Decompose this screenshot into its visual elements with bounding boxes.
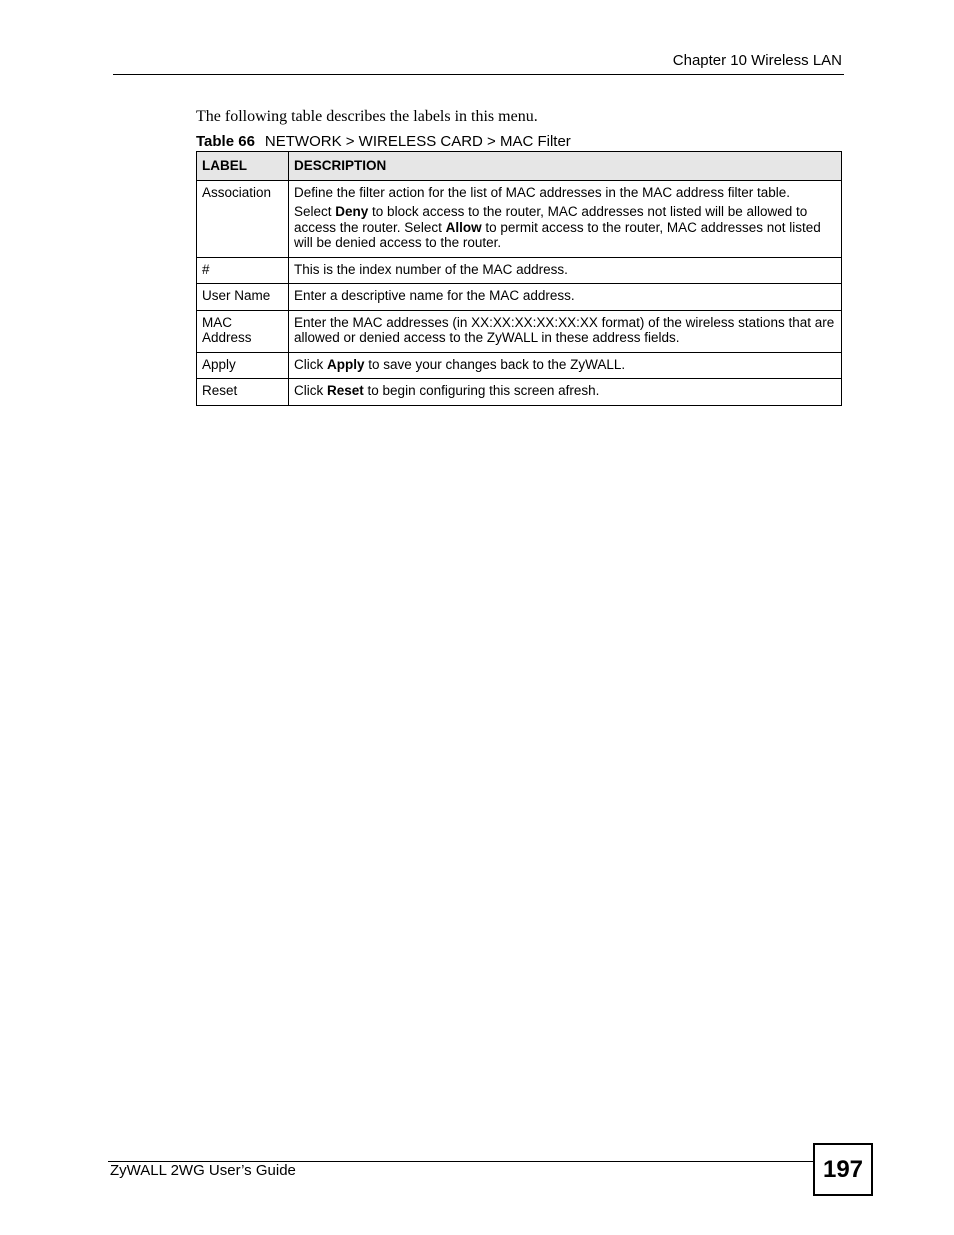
row-label: Apply bbox=[197, 352, 289, 379]
text-span: to block access to the router, MAC addresses not listed will be allowed to access the router. Select bbox=[294, 204, 808, 235]
header-rule bbox=[113, 74, 844, 75]
bold-term: Reset bbox=[327, 383, 364, 398]
text-span: Click bbox=[294, 356, 327, 372]
table-row bbox=[197, 310, 842, 352]
row-description: Enter a descriptive name for the MAC address. bbox=[289, 284, 842, 311]
row-label: MAC Address bbox=[197, 310, 289, 352]
description-column-header: DESCRIPTION bbox=[289, 152, 842, 181]
intro-text: The following table describes the labels in this menu. bbox=[196, 108, 538, 125]
table-row bbox=[197, 257, 842, 284]
row-label: User Name bbox=[197, 284, 289, 311]
table-number: Table 66 bbox=[196, 133, 255, 150]
text-span: Click bbox=[294, 383, 327, 398]
table-row bbox=[197, 180, 842, 257]
row-description bbox=[289, 352, 842, 379]
table-title: NETWORK > WIRELESS CARD > MAC Filter bbox=[264, 133, 571, 150]
table-row bbox=[197, 352, 842, 379]
text-span: Select bbox=[294, 204, 336, 219]
row-description: This is the index number of the MAC address. bbox=[289, 257, 842, 284]
page-number: 197 bbox=[813, 1143, 873, 1196]
text-span: to save your changes back to the ZyWALL. bbox=[364, 356, 626, 372]
table-row bbox=[197, 379, 842, 406]
row-label: Reset bbox=[197, 379, 289, 406]
table-caption bbox=[196, 133, 571, 150]
row-label: Association bbox=[197, 180, 289, 257]
chapter-header: Chapter 10 Wireless LAN bbox=[672, 52, 842, 69]
row-label: # bbox=[197, 257, 289, 284]
label-column-header: LABEL bbox=[197, 152, 289, 181]
description-paragraph: Define the filter action for the list of MAC addresses in the MAC address filter table. bbox=[294, 184, 790, 200]
table-row bbox=[197, 284, 842, 311]
description-paragraph bbox=[294, 204, 836, 251]
row-description bbox=[289, 180, 842, 257]
text-span: to permit access to the router, MAC addresses not listed will be denied access to the router. bbox=[294, 219, 821, 250]
bold-term: Apply bbox=[327, 356, 365, 372]
row-description bbox=[289, 379, 842, 406]
table-header-row bbox=[197, 152, 842, 181]
text-span: to begin configuring this screen afresh. bbox=[363, 383, 600, 398]
description-table bbox=[196, 151, 842, 406]
bold-term: Deny bbox=[335, 204, 369, 219]
bold-term: Allow bbox=[445, 219, 482, 235]
guide-title: ZyWALL 2WG User’s Guide bbox=[110, 1162, 296, 1179]
row-description: Enter the MAC addresses (in XX:XX:XX:XX:XX:XX format) of the wireless stations that are allowed or denied access to the ZyWALL in these address fields. bbox=[289, 310, 842, 352]
